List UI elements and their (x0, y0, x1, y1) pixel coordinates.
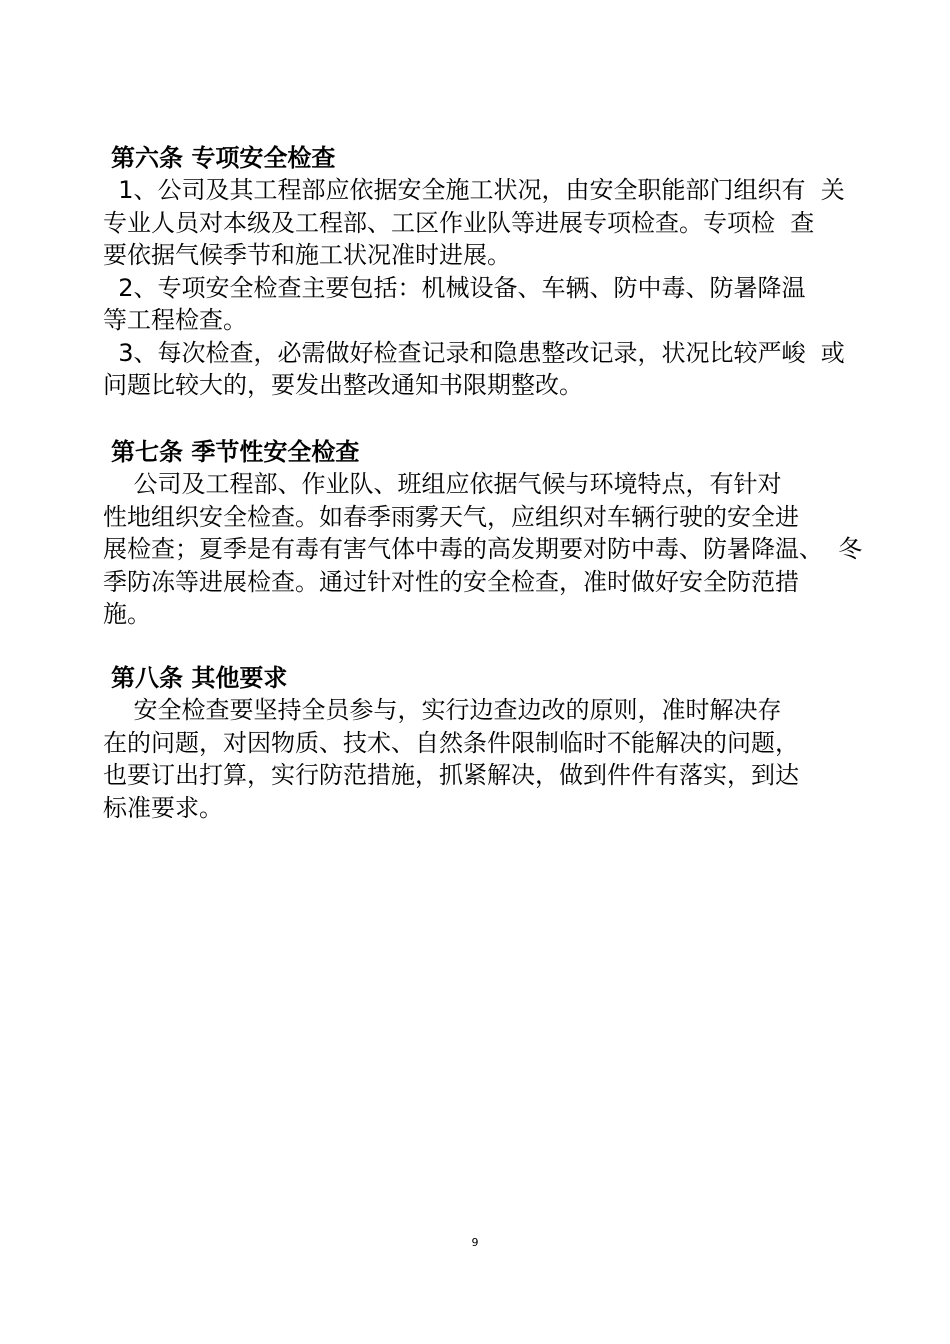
paragraph-line: 专业人员对本级及工程部、工区作业队等进展专项检查。专项检 查 (103, 208, 815, 237)
paragraph-line: 要依据气候季节和施工状况准时进展。 (103, 241, 511, 269)
section-heading: 第七条 季节性安全检查 (111, 438, 360, 466)
section-article-6 (103, 142, 848, 402)
paragraph-line: 展检查；夏季是有毒有害气体中毒的高发期要对防中毒、防暑降温、 冬 (103, 535, 863, 563)
paragraph-line: 等工程检查。 (103, 306, 247, 334)
paragraph-line: 标准要求。 (103, 793, 223, 822)
paragraph-line: 季防冻等进展检查。通过针对性的安全检查，准时做好安全防范措 (103, 567, 799, 596)
page-number: 9 (471, 1236, 479, 1249)
paragraph-line: 2、专项安全检查主要包括：机械设备、车辆、防中毒、防暑降温 (103, 273, 806, 302)
paragraph-line: 3、每次检查，必需做好检查记录和隐患整改记录，状况比较严峻 或 (103, 338, 845, 367)
paragraph-line: 施。 (103, 600, 151, 628)
paragraph-line: 安全检查要坚持全员参与，实行边查边改的原则，准时解决存 (103, 696, 782, 724)
paragraph-line: 公司及工程部、作业队、班组应依据气候与环境特点，有针对 (103, 470, 782, 498)
paragraph-line: 1、公司及其工程部应依据安全施工状况，由安全职能部门组织有 关 (103, 176, 845, 204)
paragraph-line: 性地组织安全检查。如春季雨雾天气，应组织对车辆行驶的安全进 (103, 502, 799, 531)
section-heading: 第八条 其他要求 (111, 664, 288, 692)
section-article-7 (103, 436, 863, 631)
paragraph-line: 在的问题，对因物质、技术、自然条件限制临时不能解决的问题， (103, 728, 799, 757)
paragraph-line: 也要订出打算，实行防范措施，抓紧解决，做到件件有落实，到达 (103, 761, 799, 789)
paragraph-line: 问题比较大的，要发出整改通知书限期整改。 (103, 371, 583, 399)
section-heading: 第六条 专项安全检查 (111, 144, 336, 172)
section-article-8 (103, 662, 848, 824)
